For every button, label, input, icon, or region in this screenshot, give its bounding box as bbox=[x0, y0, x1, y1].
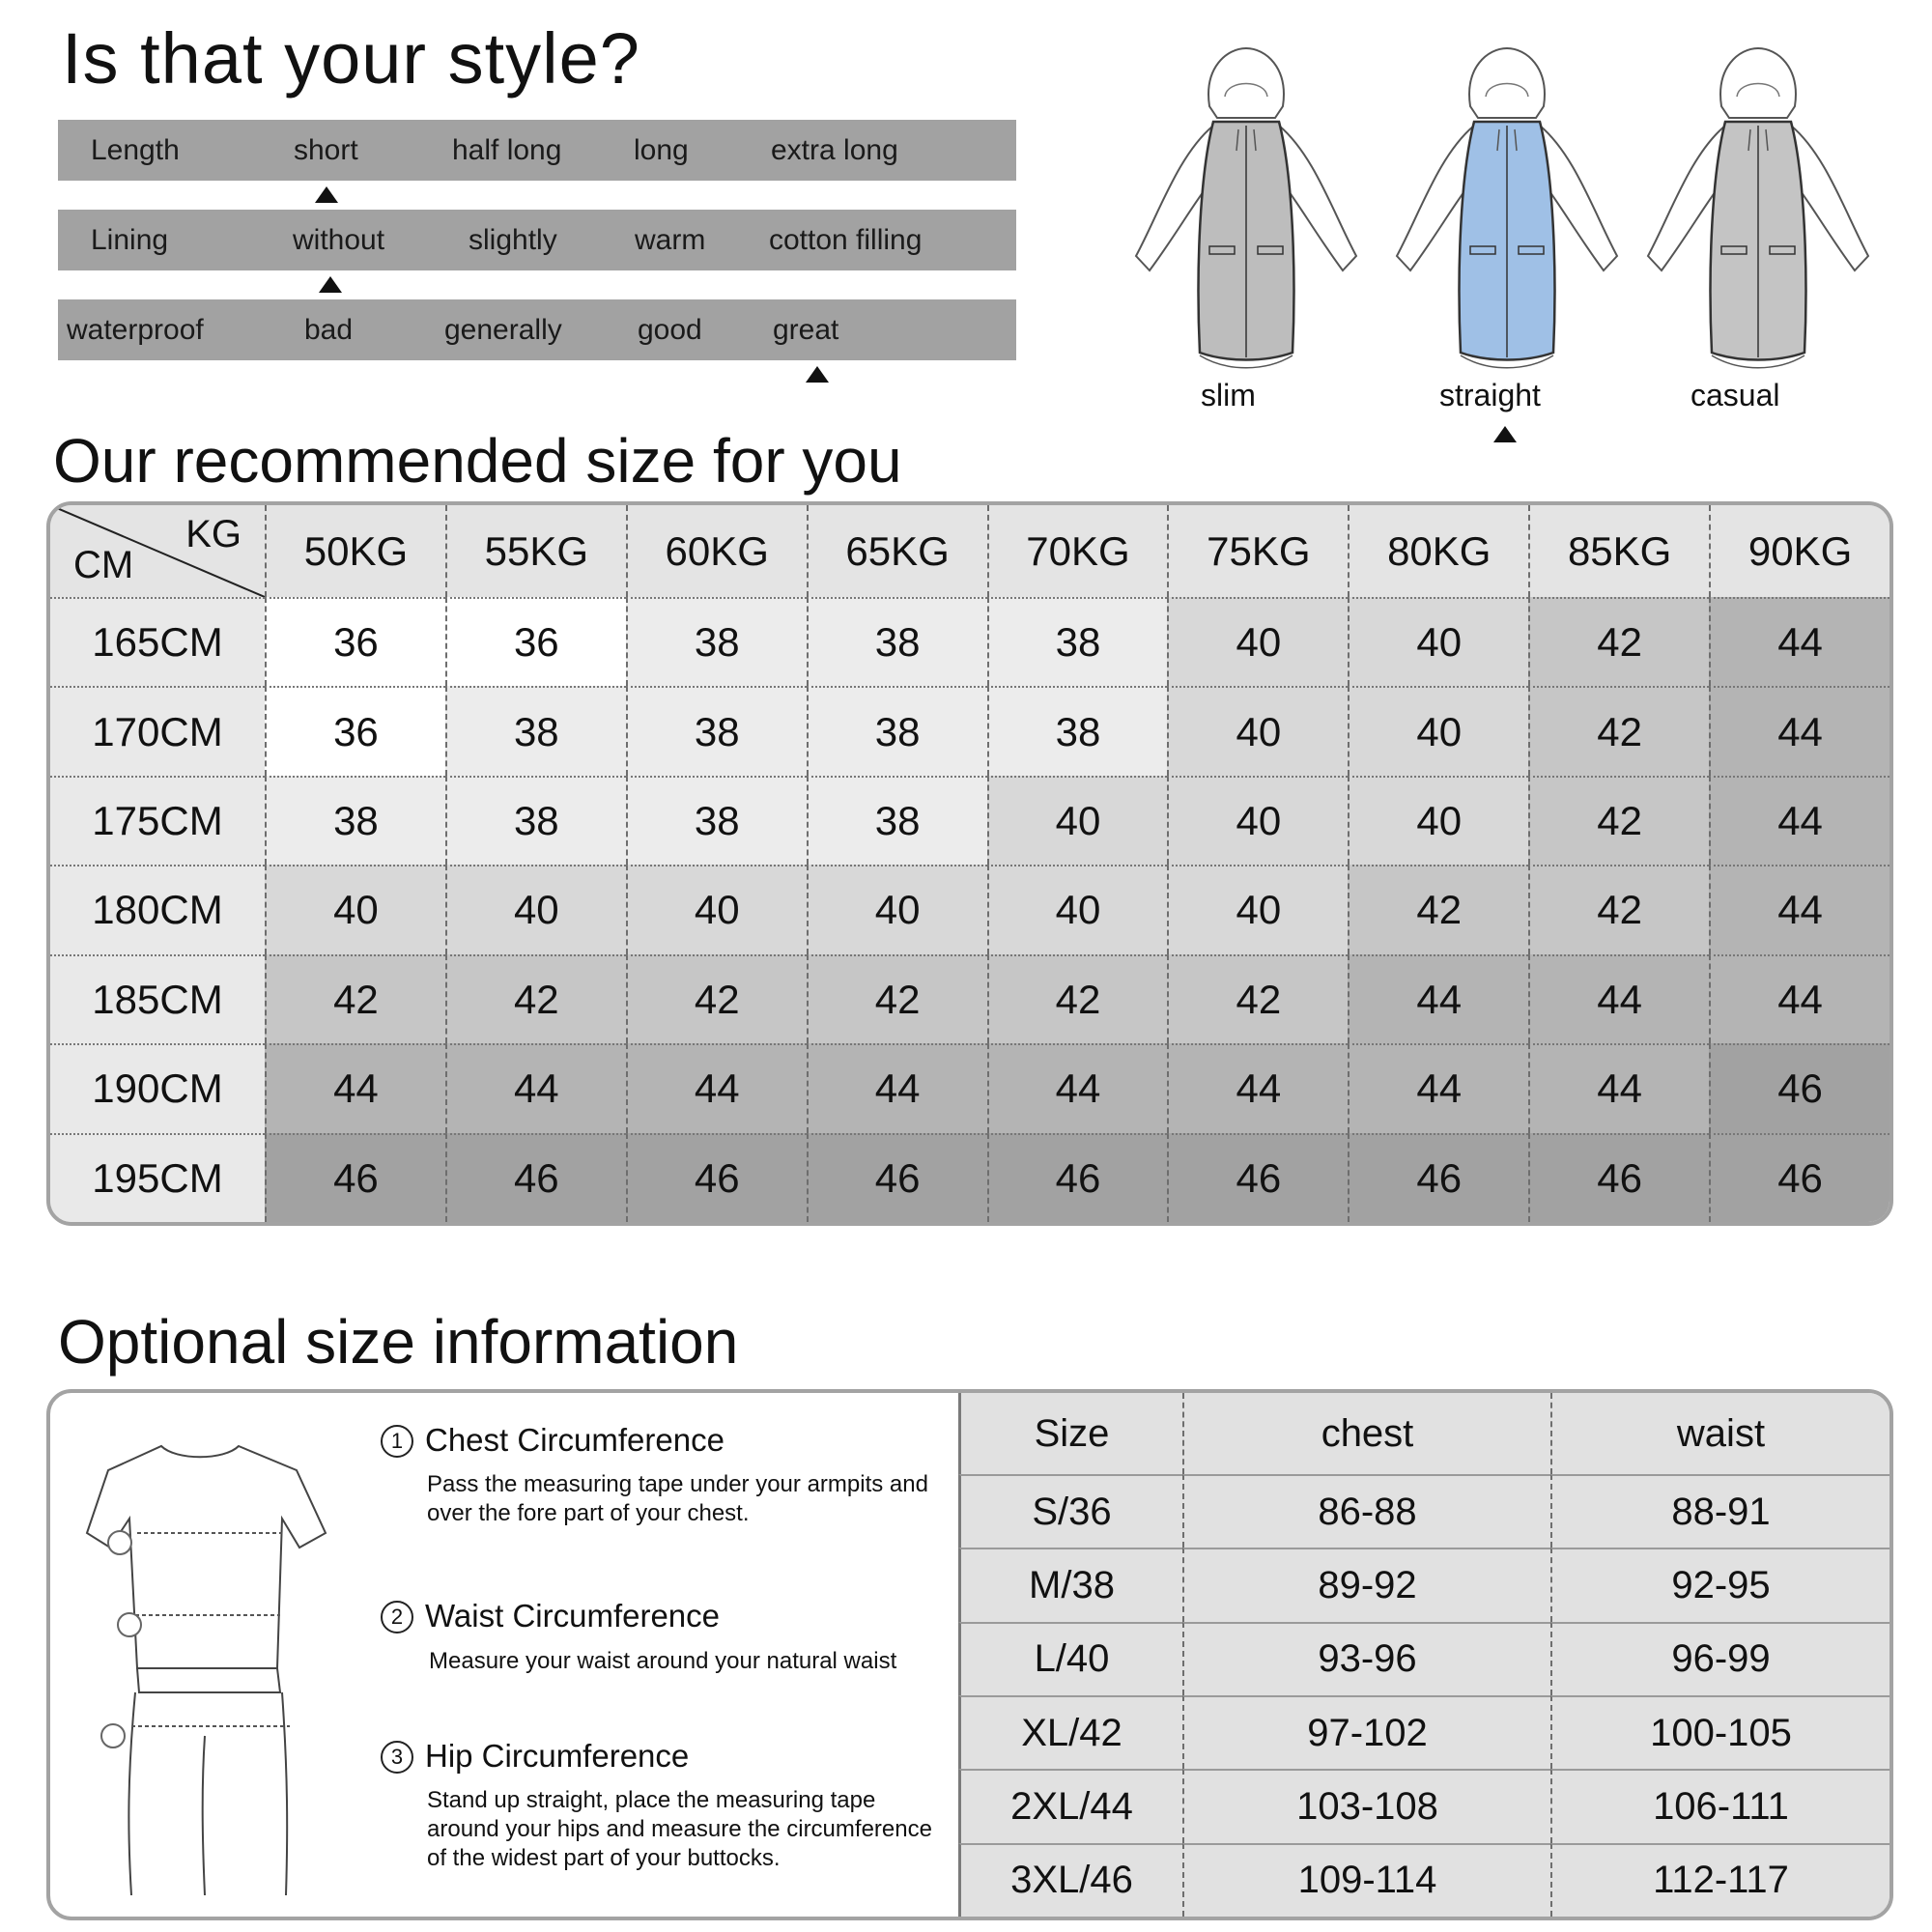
measure-cell: 93-96 bbox=[1182, 1622, 1550, 1695]
waterproof-selected-marker bbox=[806, 366, 829, 383]
fit-selected-marker bbox=[1493, 426, 1517, 442]
height-header: 175CM bbox=[50, 776, 265, 865]
measure-cell: 106-111 bbox=[1550, 1769, 1889, 1842]
size-cell: 40 bbox=[445, 865, 626, 953]
size-label-cell: XL/42 bbox=[958, 1695, 1182, 1769]
size-cell: 46 bbox=[1348, 1133, 1528, 1222]
size-cell: 38 bbox=[626, 686, 807, 775]
weight-header: 75KG bbox=[1167, 505, 1348, 597]
size-cell: 42 bbox=[987, 954, 1168, 1043]
size-cell: 42 bbox=[626, 954, 807, 1043]
weight-header: 85KG bbox=[1528, 505, 1709, 597]
coat-illustrations bbox=[1121, 39, 1893, 425]
chest-desc: Pass the measuring tape under your armpits and over the fore part of your chest. bbox=[427, 1471, 928, 1526]
size-cell: 38 bbox=[987, 686, 1168, 775]
size-cell: 40 bbox=[987, 865, 1168, 953]
waterproof-bar bbox=[58, 299, 1016, 360]
lining-option: cotton filling bbox=[769, 223, 923, 256]
fit-label-slim: slim bbox=[1201, 378, 1256, 412]
size-cell: 40 bbox=[807, 865, 987, 953]
size-cell: 40 bbox=[1348, 776, 1528, 865]
size-cell: 42 bbox=[445, 954, 626, 1043]
size-label-cell: 2XL/44 bbox=[958, 1769, 1182, 1842]
size-cell: 44 bbox=[1709, 865, 1889, 953]
size-cell: 44 bbox=[987, 1043, 1168, 1132]
style-title: Is that your style? bbox=[62, 18, 640, 99]
height-header: 170CM bbox=[50, 686, 265, 775]
measure-cell: 88-91 bbox=[1550, 1474, 1889, 1548]
size-cell: 42 bbox=[1167, 954, 1348, 1043]
size-cell: 38 bbox=[445, 776, 626, 865]
size-cell: 44 bbox=[1709, 597, 1889, 686]
size-cell: 46 bbox=[445, 1133, 626, 1222]
size-measure-table bbox=[958, 1393, 1889, 1917]
size-cell: 44 bbox=[445, 1043, 626, 1132]
size-cell: 36 bbox=[265, 597, 445, 686]
size-cell: 46 bbox=[265, 1133, 445, 1222]
weight-header: 50KG bbox=[265, 505, 445, 597]
measure-cell: 112-117 bbox=[1550, 1843, 1889, 1917]
waist-desc: Measure your waist around your natural waist bbox=[429, 1648, 897, 1674]
size-cell: 36 bbox=[265, 686, 445, 775]
fit-label-casual: casual bbox=[1690, 378, 1780, 412]
lining-option: slightly bbox=[469, 223, 557, 256]
fit-label-straight: straight bbox=[1439, 378, 1541, 412]
coat-casual bbox=[1648, 48, 1868, 368]
weight-axis-label: KG bbox=[185, 513, 242, 555]
coat-slim bbox=[1136, 48, 1356, 368]
measure-cell: 103-108 bbox=[1182, 1769, 1550, 1842]
measure-cell: 109-114 bbox=[1182, 1843, 1550, 1917]
size-cell: 46 bbox=[807, 1133, 987, 1222]
coat-straight bbox=[1397, 48, 1617, 368]
lining-bar bbox=[58, 210, 1016, 270]
size-cell: 46 bbox=[1709, 1043, 1889, 1132]
length-option: long bbox=[634, 133, 689, 166]
size-label-cell: 3XL/46 bbox=[958, 1843, 1182, 1917]
size-cell: 38 bbox=[626, 597, 807, 686]
weight-header: 65KG bbox=[807, 505, 987, 597]
size-cell: 44 bbox=[626, 1043, 807, 1132]
table-corner bbox=[50, 505, 265, 597]
size-cell: 40 bbox=[987, 776, 1168, 865]
optional-size-panel bbox=[46, 1389, 1893, 1920]
size-cell: 46 bbox=[626, 1133, 807, 1222]
size-cell: 44 bbox=[1348, 1043, 1528, 1132]
size-cell: 44 bbox=[807, 1043, 987, 1132]
height-header: 190CM bbox=[50, 1043, 265, 1132]
size-cell: 42 bbox=[1528, 776, 1709, 865]
size-cell: 40 bbox=[1167, 865, 1348, 953]
hip-number-icon: 3 bbox=[381, 1741, 413, 1774]
size-cell: 44 bbox=[1709, 776, 1889, 865]
size-cell: 40 bbox=[1167, 686, 1348, 775]
weight-header: 70KG bbox=[987, 505, 1168, 597]
size-table-header: waist bbox=[1550, 1393, 1889, 1474]
body-diagram bbox=[70, 1407, 359, 1900]
size-cell: 44 bbox=[265, 1043, 445, 1132]
size-table-header: Size bbox=[958, 1393, 1182, 1474]
size-label-cell: L/40 bbox=[958, 1622, 1182, 1695]
size-cell: 44 bbox=[1528, 954, 1709, 1043]
size-cell: 38 bbox=[987, 597, 1168, 686]
size-cell: 40 bbox=[1167, 776, 1348, 865]
lining-option: without bbox=[293, 223, 385, 256]
measure-cell: 92-95 bbox=[1550, 1548, 1889, 1621]
lining-selected-marker bbox=[319, 276, 342, 293]
size-cell: 44 bbox=[1167, 1043, 1348, 1132]
weight-header: 80KG bbox=[1348, 505, 1528, 597]
size-cell: 40 bbox=[1348, 686, 1528, 775]
height-header: 195CM bbox=[50, 1133, 265, 1222]
waterproof-option: bad bbox=[304, 313, 354, 346]
hip-title-text: Hip Circumference bbox=[425, 1738, 690, 1774]
hip-desc: Stand up straight, place the measuring tape around your hips and measure the circumference of the widest part of your buttocks. bbox=[427, 1787, 932, 1871]
length-option: short bbox=[294, 133, 358, 166]
size-cell: 40 bbox=[1348, 597, 1528, 686]
size-cell: 46 bbox=[1167, 1133, 1348, 1222]
size-cell: 42 bbox=[265, 954, 445, 1043]
size-cell: 44 bbox=[1709, 954, 1889, 1043]
size-cell: 38 bbox=[265, 776, 445, 865]
size-cell: 40 bbox=[626, 865, 807, 953]
length-selected-marker bbox=[315, 186, 338, 203]
weight-header: 60KG bbox=[626, 505, 807, 597]
size-cell: 38 bbox=[445, 686, 626, 775]
size-label-cell: M/38 bbox=[958, 1548, 1182, 1621]
optional-title: Optional size information bbox=[58, 1307, 739, 1377]
size-cell: 38 bbox=[807, 686, 987, 775]
measure-cell: 96-99 bbox=[1550, 1622, 1889, 1695]
waterproof-label: waterproof bbox=[67, 313, 204, 346]
waterproof-option: good bbox=[638, 313, 702, 346]
length-option: extra long bbox=[771, 133, 898, 166]
height-header: 165CM bbox=[50, 597, 265, 686]
size-cell: 44 bbox=[1709, 686, 1889, 775]
size-label-cell: S/36 bbox=[958, 1474, 1182, 1548]
height-header: 185CM bbox=[50, 954, 265, 1043]
recommended-size-table bbox=[46, 501, 1893, 1226]
height-axis-label: CM bbox=[73, 544, 134, 586]
size-table-header: chest bbox=[1182, 1393, 1550, 1474]
size-cell: 40 bbox=[265, 865, 445, 953]
waterproof-option: generally bbox=[444, 313, 562, 346]
length-label: Length bbox=[91, 133, 180, 166]
length-option: half long bbox=[452, 133, 562, 166]
chest-title bbox=[381, 1422, 724, 1459]
chest-number-icon: 1 bbox=[381, 1425, 413, 1458]
weight-header: 90KG bbox=[1709, 505, 1889, 597]
size-cell: 42 bbox=[1528, 597, 1709, 686]
size-cell: 46 bbox=[987, 1133, 1168, 1222]
height-header: 180CM bbox=[50, 865, 265, 953]
size-cell: 42 bbox=[1348, 865, 1528, 953]
size-cell: 42 bbox=[1528, 686, 1709, 775]
length-bar bbox=[58, 120, 1016, 181]
lining-label: Lining bbox=[91, 223, 169, 256]
hip-title bbox=[381, 1738, 689, 1775]
weight-header: 55KG bbox=[445, 505, 626, 597]
size-cell: 38 bbox=[626, 776, 807, 865]
measure-cell: 86-88 bbox=[1182, 1474, 1550, 1548]
size-cell: 36 bbox=[445, 597, 626, 686]
waist-number-icon: 2 bbox=[381, 1601, 413, 1634]
measure-cell: 97-102 bbox=[1182, 1695, 1550, 1769]
size-cell: 44 bbox=[1348, 954, 1528, 1043]
recommend-title: Our recommended size for you bbox=[53, 426, 902, 496]
measure-cell: 89-92 bbox=[1182, 1548, 1550, 1621]
waist-title-text: Waist Circumference bbox=[425, 1598, 721, 1634]
size-cell: 42 bbox=[807, 954, 987, 1043]
size-cell: 38 bbox=[807, 597, 987, 686]
waterproof-option: great bbox=[773, 313, 839, 346]
chest-title-text: Chest Circumference bbox=[425, 1422, 724, 1458]
size-cell: 46 bbox=[1709, 1133, 1889, 1222]
size-cell: 38 bbox=[807, 776, 987, 865]
waist-title bbox=[381, 1598, 720, 1634]
size-cell: 42 bbox=[1528, 865, 1709, 953]
size-cell: 40 bbox=[1167, 597, 1348, 686]
lining-option: warm bbox=[635, 223, 706, 256]
size-cell: 44 bbox=[1528, 1043, 1709, 1132]
measure-cell: 100-105 bbox=[1550, 1695, 1889, 1769]
size-cell: 46 bbox=[1528, 1133, 1709, 1222]
